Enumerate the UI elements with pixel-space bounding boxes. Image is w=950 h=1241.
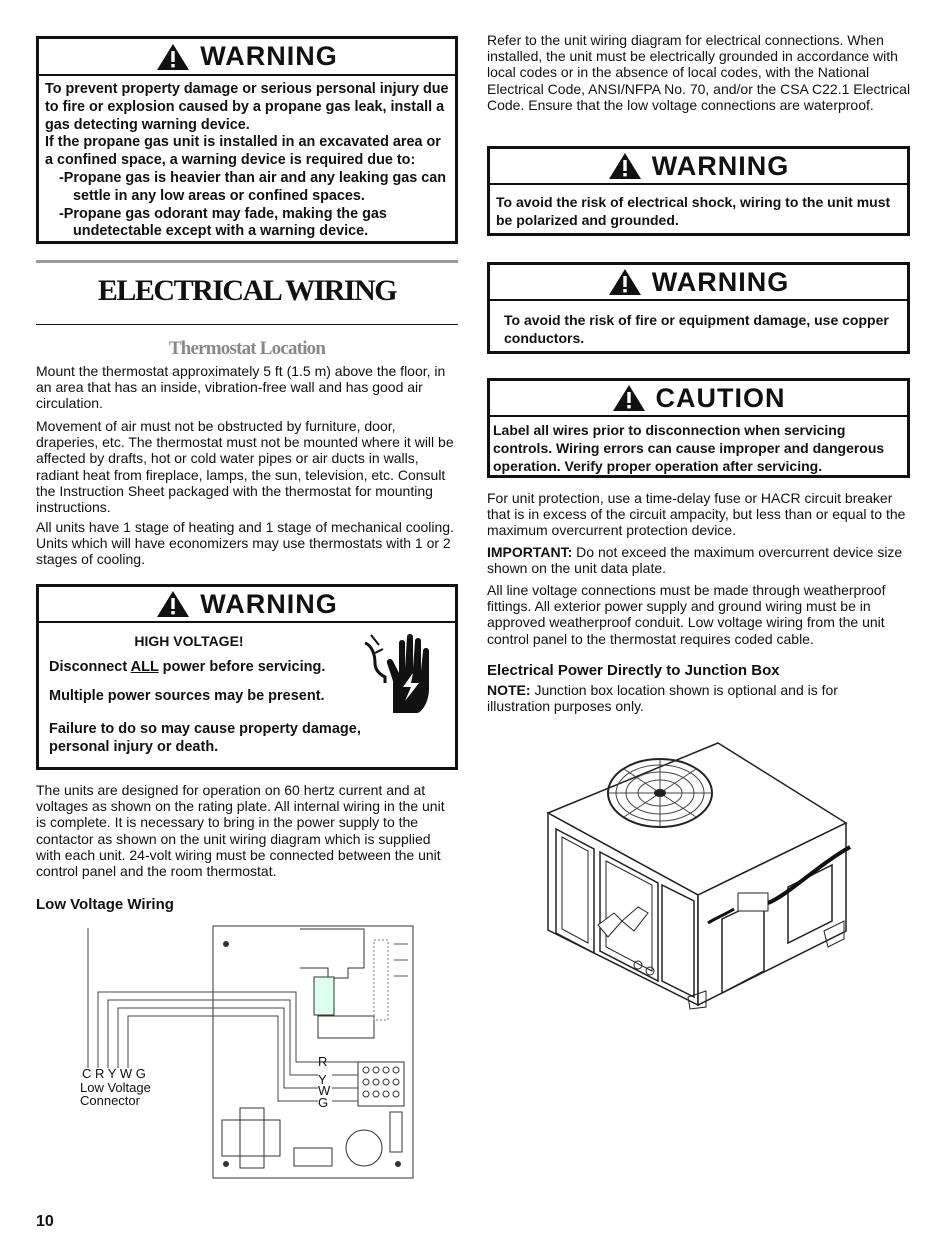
high-voltage-heading: HIGH VOLTAGE! [134,633,244,649]
warning-triangle-icon [608,152,642,180]
warning-header [490,265,907,301]
caution-box [487,378,910,478]
page-number: 10 [36,1213,54,1230]
disconnect-text: Disconnect [49,659,131,675]
warning-title: WARNING [200,588,338,619]
connector-letters: C R Y W G [82,1066,146,1081]
protection-paragraph: For unit protection, use a time-delay fuse or HACR circuit breaker that is in excess of the circuit ampacity, but less than or equal to the maximum overcurrent protection device. [487,490,906,539]
thermostat-paragraph: Mount the thermostat approximately 5 ft (1.5 m) above the floor, in an area that has an inside, vibration-free wall and has good air circulation. [36,363,446,412]
failure-line: Failure to do so may cause property damage, personal injury or death. [49,721,361,755]
terminal-y-label: Y [318,1072,327,1087]
warning-title: WARNING [651,266,790,297]
junction-note [487,682,887,714]
warning-triangle-icon [156,43,190,71]
package-unit-illustration [538,735,858,1010]
section-subtitle: Thermostat Location [168,338,326,359]
warning-triangle-icon [608,268,642,296]
terminal-g-label: G [318,1095,329,1110]
important-paragraph [487,544,912,576]
note-text: Junction box location shown is optional and is for illustration purposes only. [487,682,838,715]
warning-triangle-icon [156,590,190,618]
junction-box-heading: Electrical Power Directly to Junction Box [487,662,780,679]
section-divider-bottom [36,324,458,325]
units-paragraph: The units are designed for operation on 60 hertz current and at voltages as shown on the rating plate. All internal wiring in the unit is complete. It is necessary to bring in the power supply to the contactor as shown on the unit wiring diagram which is supplied with each unit. 24-volt wiring must be connected between the unit control panel and the room thermostat. [36,782,445,880]
warning-title: WARNING [200,41,338,71]
warning-title: WARNING [651,150,790,181]
low-voltage-heading: Low Voltage Wiring [36,896,174,913]
warning-bullet: -Propane gas odorant may fade, making the gas undetectable except with a warning device. [59,205,387,240]
high-voltage-warning-box [36,584,458,770]
copper-conductors-warning-box [487,262,910,354]
section-title: ELECTRICAL WIRING [97,274,397,307]
disconnect-line [49,659,325,675]
wiring-diagram-paragraph: Refer to the unit wiring diagram for electrical connections. When installed, the unit must be electrically grounded in accordance with local codes or in the absence of local codes, with the National Electrical Code, ANSI/NFPA No. 70, and/or the CSA C22.1 Electrical Code. Ensure that the low voltage connections are waterproof. [487,32,911,113]
warning-header [39,39,455,76]
terminal-w-label: W [318,1083,331,1098]
terminal-r-label: R [318,1054,328,1069]
electrical-shock-warning-box [487,146,910,236]
warning-bullet: -Propane gas is heavier than air and any leaking gas can settle in any low areas or confined spaces. [59,169,447,204]
all-emphasis: ALL [130,659,159,675]
caution-body: Label all wires prior to disconnection when servicing controls. Wiring errors can cause improper and dangerous operation. Verify proper operation after servicing. [493,422,885,474]
electric-shock-hand-icon [361,623,441,719]
caution-header [490,381,907,417]
thermostat-paragraph: All units have 1 stage of heating and 1 stage of mechanical cooling. Units which will have economizers may use thermostats with 1 or 2 stages of cooling. [36,519,454,568]
disconnect-text-end: power before servicing. [158,659,326,675]
thermostat-paragraph: Movement of air must not be obstructed by furniture, door, draperies, etc. The thermostat must not be mounted where it will be affected by drafts, hot or cold water pipes or air ducts in walls, radiant heat from fireplace, lamps, the sun, television, etc. Consult the Instruction Sheet packaged with the thermostat for mounting instructions. [36,418,454,516]
warning-line: If the propane gas unit is installed in an excavated area or a confined space, a warning device is required due to: [45,134,441,169]
low-voltage-wiring-diagram [36,920,436,1185]
warning-body: To avoid the risk of fire or equipment damage, use copper conductors. [504,312,889,346]
warning-line: To prevent property damage or serious personal injury due to fire or explosion caused by a propane gas leak, install a gas detecting warning device. [45,81,449,133]
warning-body: To avoid the risk of electrical shock, wiring to the unit must be polarized and grounded. [496,194,891,228]
multiple-sources-line: Multiple power sources may be present. [49,688,325,704]
caution-title: CAUTION [655,382,786,413]
note-label: NOTE: [487,682,531,698]
important-label: IMPORTANT: [487,544,573,560]
section-divider-top [36,260,458,263]
connector-label-line1: Low Voltage [80,1080,151,1095]
warning-header [39,587,455,623]
connector-label-line2: Connector [80,1093,140,1108]
caution-triangle-icon [612,384,646,412]
warning-body [39,76,455,246]
warning-header [490,149,907,185]
propane-warning-box [36,36,458,244]
line-voltage-paragraph: All line voltage connections must be made through weatherproof fittings. All exterior power supply and ground wiring must be in approved weatherproof conduit. Low voltage wiring from the unit control panel to the thermostat requires coded cable. [487,582,886,647]
important-text: Do not exceed the maximum overcurrent device size shown on the unit data plate. [487,544,903,577]
